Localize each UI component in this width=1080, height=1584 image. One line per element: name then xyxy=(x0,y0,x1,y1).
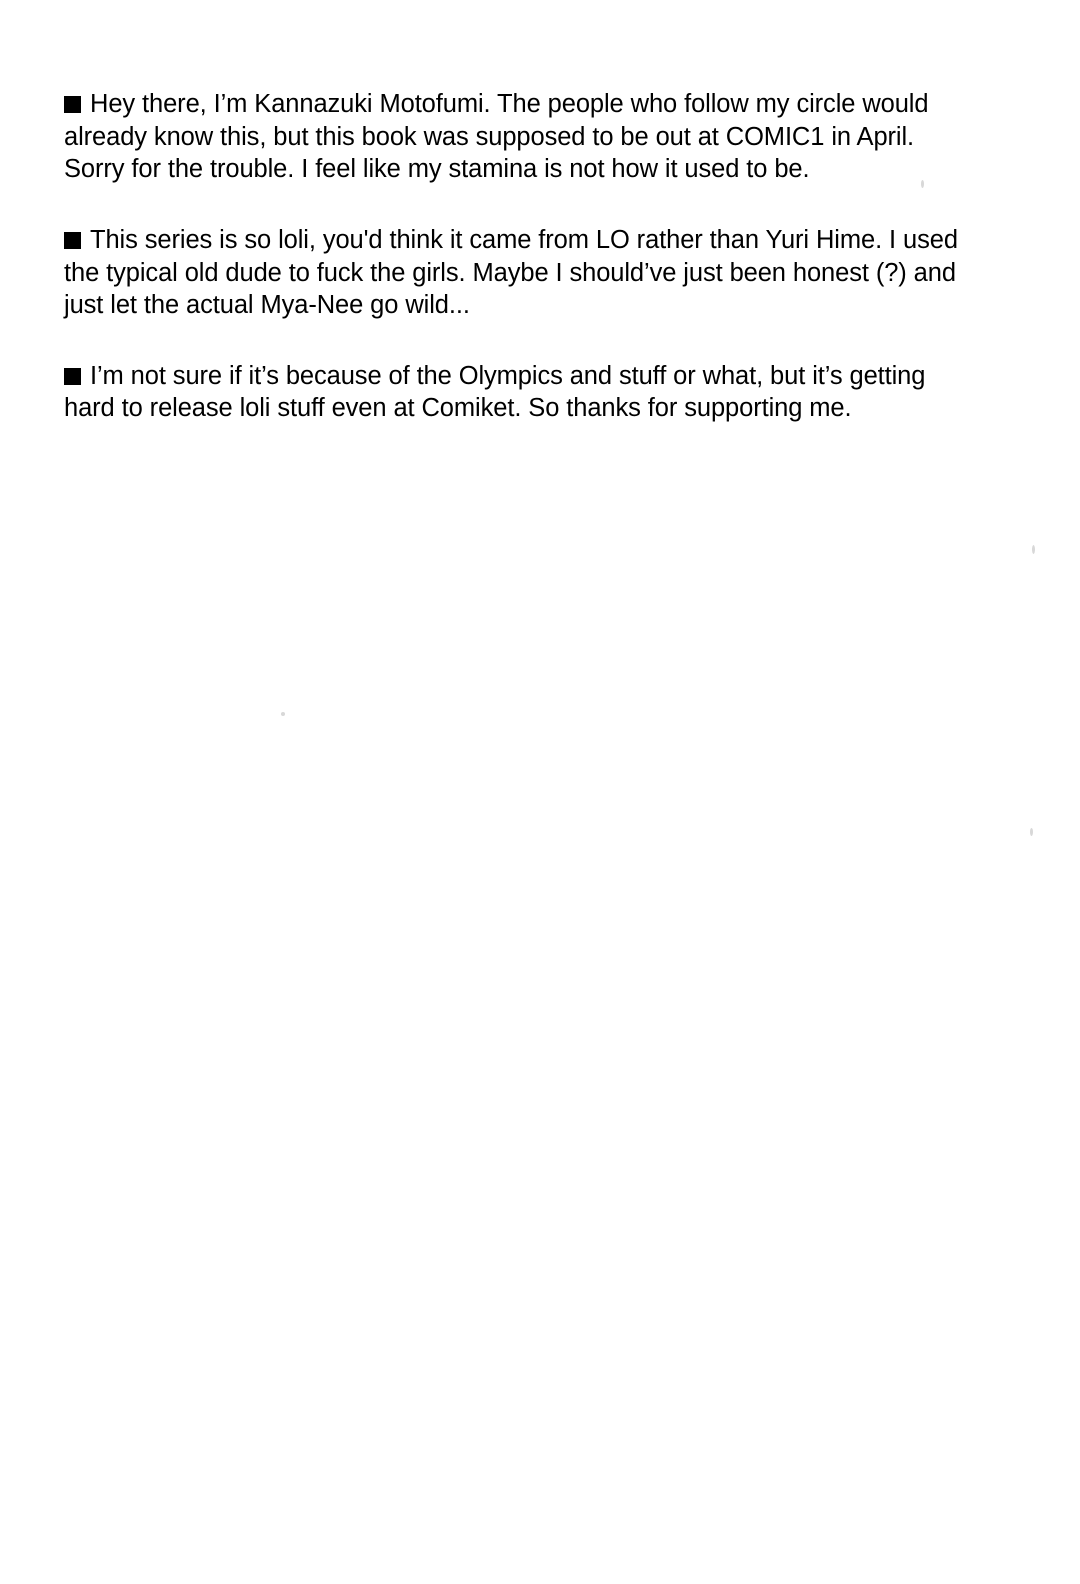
filled-square-bullet-icon xyxy=(64,368,81,385)
afterword-text-block xyxy=(64,88,964,425)
paragraph-1 xyxy=(64,88,964,186)
scan-speck xyxy=(281,712,285,716)
scan-speck xyxy=(1030,828,1033,836)
paragraph-2 xyxy=(64,224,964,322)
scan-speck xyxy=(921,180,924,188)
paragraph-1-text: Hey there, I’m Kannazuki Motofumi. The people who follow my circle would already know this, but this book was supposed to be out at COMIC1 in April. Sorry for the trouble. I feel like my stamina is not how it used to be. xyxy=(64,90,929,184)
paragraph-3-text: I’m not sure if it’s because of the Olympics and stuff or what, but it’s getting hard to release loli stuff even at Comiket. So thanks for supporting me. xyxy=(64,361,926,423)
paragraph-3 xyxy=(64,360,964,425)
filled-square-bullet-icon xyxy=(64,96,81,113)
scan-speck xyxy=(1032,545,1035,554)
filled-square-bullet-icon xyxy=(64,232,81,249)
paragraph-2-text: This series is so loli, you'd think it came from LO rather than Yuri Hime. I used the typical old dude to fuck the girls. Maybe I should’ve just been honest (?) and just let the actual Mya-Nee go wild... xyxy=(64,225,958,320)
